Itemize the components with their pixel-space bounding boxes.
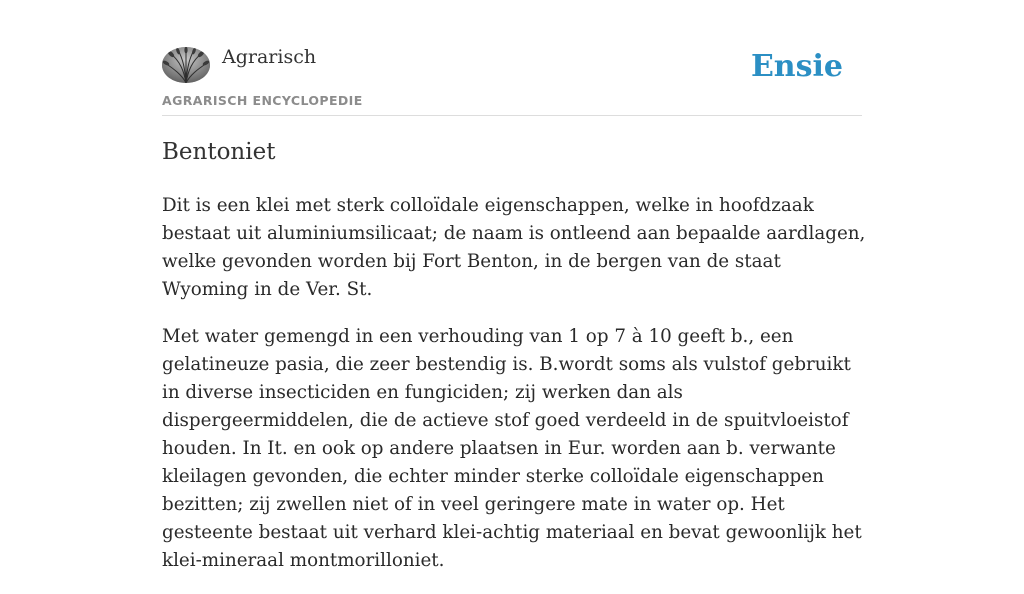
source-name[interactable]: Agrarisch bbox=[222, 46, 317, 68]
article-paragraph: Met water gemengd in een verhouding van 1 op 7 à 10 geeft b., een gelatineuze pasia, die zeer bestendig is. B.wordt soms als vulstof gebruikt in diverse insecticiden en fungiciden; zij werken dan als dispergeermiddelen, die de actieve stof goed verdeeld in de spuitvloeistof houden. In It. en ook op andere plaatsen in Eur. worden aan b. verwante kleilagen gevonden, die echter minder sterke colloïdale eigenschappen bezitten; zij zwellen niet of in veel geringere mate in water op. Het gesteente bestaat uit verhard klei-achtig materiaal en bevat gewoonlijk het klei-mineraal montmorilloniet. bbox=[162, 326, 862, 571]
header bbox=[162, 44, 862, 116]
encyclopedia-subtitle[interactable]: AGRARISCH ENCYCLOPEDIE bbox=[162, 93, 363, 108]
wheat-field-icon[interactable] bbox=[162, 47, 210, 83]
article-title: Bentoniet bbox=[162, 139, 276, 165]
article-body bbox=[162, 192, 867, 594]
brand-logo[interactable]: Ensie bbox=[750, 49, 843, 84]
header-divider bbox=[162, 115, 862, 116]
article-paragraph: Dit is een klei met sterk colloïdale eigenschappen, welke in hoofdzaak bestaat uit aluminiumsilicaat; de naam is ontleend aan bepaalde aardlagen, welke gevonden worden bij Fort Benton, in de bergen van de staat Wyoming in de Ver. St. bbox=[162, 195, 866, 300]
